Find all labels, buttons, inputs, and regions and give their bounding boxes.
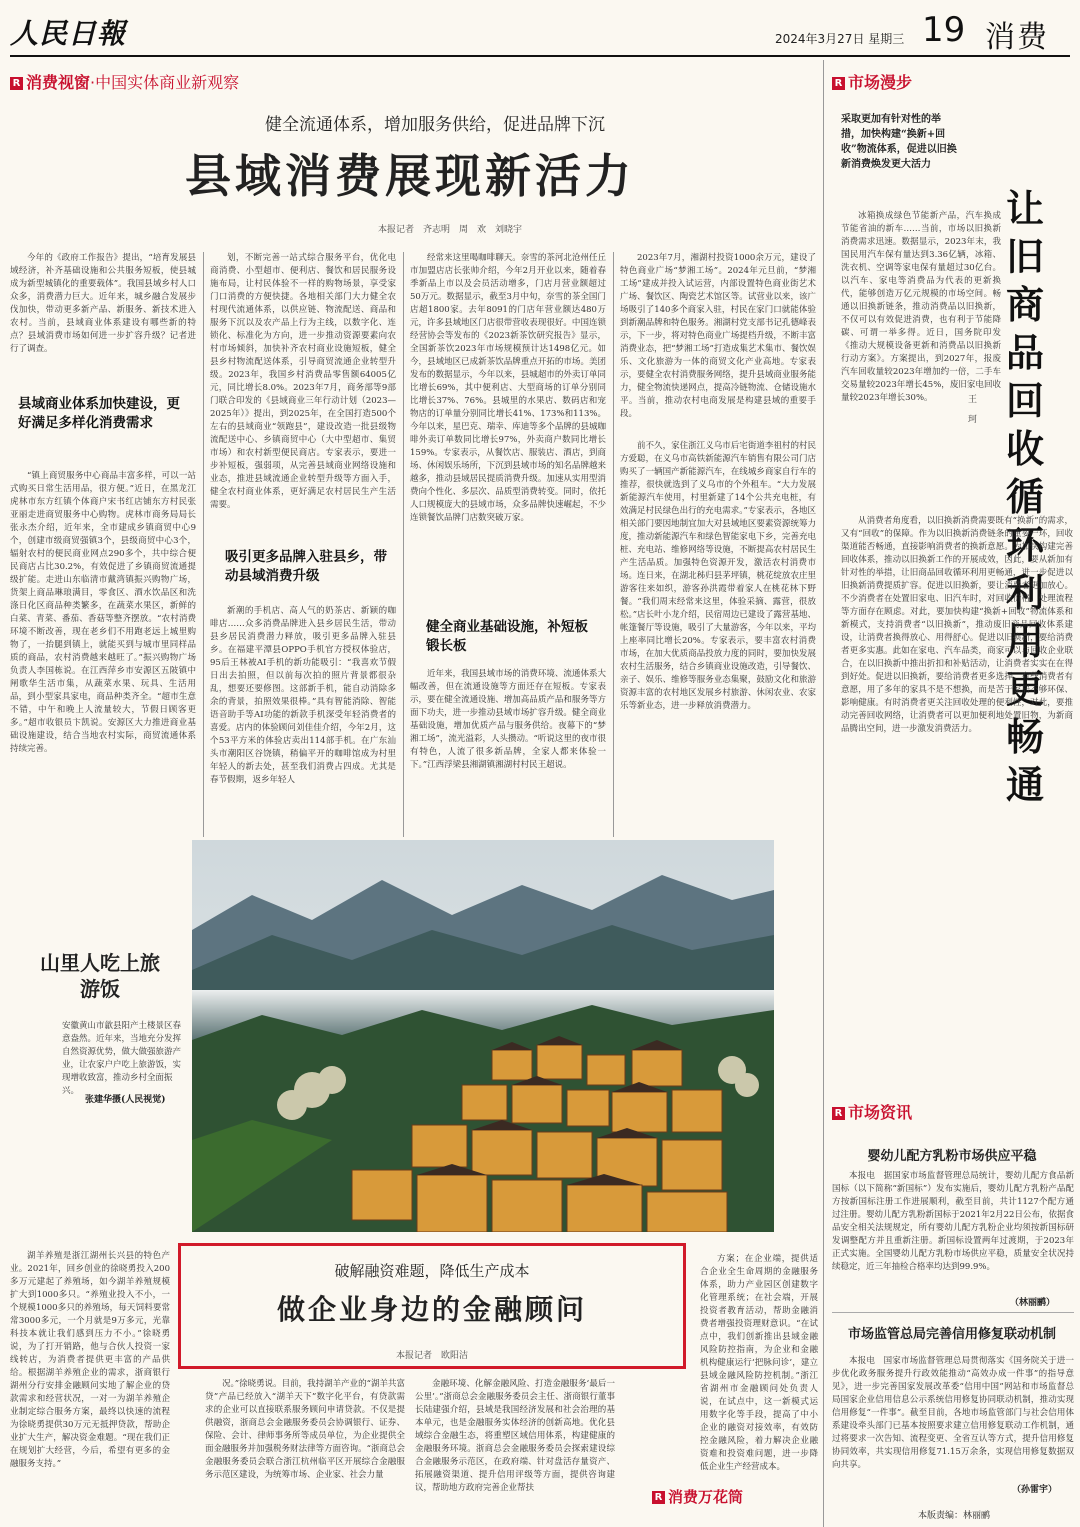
box-column-3: 金融环境、化解金融风险、打造金融服务‘最后一公里’。”浙商总会金融服务委员会主任、浙商银行董事长陆建强介绍，县域是我国经济发展和社会治理的基本单元，也是金融服务实体经济的创新高地。优化县域综合金融生态，将重塑区域信用体系，构建健康的金融服务环境。浙商总会金融服务委员会探索建设综合金融服务示范区，在政府端、针对盘活存量资产、拓展融资渠道、提升信用评级等方面，提供咨询建议，帮助地方政府完善企业帮扶 (415, 1379, 615, 1493)
village-mountain-image (192, 840, 774, 1232)
newspaper-logo: 人民日報 (10, 17, 127, 50)
lead-byline: 本报记者 齐志明 周 欢 刘晓宇 (377, 225, 522, 235)
column-label-prefix: 消费视窗 (26, 73, 91, 92)
masthead-rule (10, 55, 1070, 57)
news-1-credit: （林丽鹂） (1010, 1298, 1056, 1308)
news-2-credit: （孙雷宇） (1012, 1485, 1058, 1495)
r-logo-icon: R (832, 1107, 845, 1120)
lead-column-3a: 经常来这里喝咖啡聊天。奈雪的茶河北沧州任丘市加盟店店长张帅介绍，今年2月开业以来，随着春季新品上市以及会员活动增多，门店月营业额超过50万元。数据显示，截至3月中旬，奈雪的茶全国门店超1800家。去年8091的门店年营业额达480万元，许多县域地区门店很带营收表现很好。中国连锁经营协会等发布的《2023新茶饮研究报告》显示，全国新茶饮2023年市场规模预计达1498亿元。如今，县域地区已成新茶饮品牌重点开拓的市场。美团发布的数据显示，今年以来，县城超市的外卖订单同比增长69%，其中便利店、大型商场的订单分别同比增长37%、76%。县城里的水果店、数码店和宠物店的订单量分别同比增长41%、173%和113%。今年以来，星巴克、瑞幸、库迪等多个品牌的县城咖啡外卖订单数同比增长97%，外卖商户数同比增长159%。专家表示，从餐饮店、服装店、酒店，到商场、休闲娱乐场所，下沉到县域市场的知名品牌越来越多，推动县域居民提质消费升级。加速从实用型消费向个性化、多层次、品质型消费转变。同时，依托人口规模庞大的县域市场，众多品牌快速崛起，不少连锁餐饮品牌门店数突破万家。 (410, 253, 606, 523)
lead-subhead-2: 吸引更多品牌入驻县乡，带动县域消费升级 (225, 549, 387, 584)
column-divider (403, 252, 404, 837)
lead-subhead-1: 县域商业体系加快建设，更好满足多样化消费需求 (18, 396, 180, 431)
commentary-author: 王 珂 (968, 395, 978, 425)
box-column-2: 况。”徐晓勇说。目前，我持湖羊产业的“湖羊共富贷”产品已经放入“湖羊天下”数字化平台，有贷款需求的企业可以直接联系服务顾问申请贷款。不仅是提供融资，浙商总会金融服务委员会协调银行、证券、保险、会计、律师事务所等成员单位，为企业提供全面金融服务并加强税务财法律等方面咨询。“浙商总会金融服务委员会联合浙江杭州临平区开展综合金融服务示范区建设，为统筹市场、企业家、社会力量 (205, 1379, 405, 1480)
landscape-photo (192, 840, 774, 1232)
issue-date: 2024年3月27日 星期三 (775, 32, 905, 46)
lead-subhead-3: 健全商业基础设施，补短板锻长板 (426, 619, 588, 654)
column-label-title: ·中国实体商业新观察 (90, 73, 240, 92)
r-logo-icon: R (652, 1491, 665, 1504)
lead-column-2a: 划，不断完善一站式综合服务平台，优化电商消费、小型超市、便利店、餐饮和居民服务设施布局，让村民体验不一样的购物场景，享受家门口消费的方便快捷。各地相关部门大力健全农村现代流通体系，以供应链、物流配送、商品和服务下沉以及农产品上行为主线，以数字化、连锁化、标准化为方向，进一步推动资源要素向农村市场倾斜，加快补齐农村商业设施短板，健全县乡村物流配送体系，引导商贸流通企业转型升级。2023年，我国乡村消费品零售额64005亿元，同比增长8.0%。2023年7月，商务部等9部门联合印发的《县域商业三年行动计划（2023—2025年）》提出，到2025年，在全国打造500个左右的县域商业“领跑县”，建设改造一批县级物流配送中心、乡镇商贸中心（大中型超市、集贸市场）和农村新型便民商店。专家表示，要进一步补短板，强弱项，从完善县域商业网络设施和业态，推进县域流通企业转型升级等方面入手，健全农村商业体系，更好满足农村居民生产生活需要。 (210, 253, 396, 510)
column-label-right (832, 70, 912, 93)
lead-column-2b: 新潮的手机店、高人气的奶茶店、新颖的咖啡店……众多消费品牌进入县乡居民生活，带动县乡居民消费潜力释放，吸引更多品牌入驻县乡。在福建平潭县OPPO手机官方授权体验店，95后王林被AI手机的新功能吸引：“我喜欢节假日出去拍照，但以前每次拍的照片背景都很杂乱，想要还要修图。这部新手机，能自动消除多余的背景，拍照效果很棒。”具有智能消除、智能语音助手等AI功能的新款手机深受年轻消费者的喜爱。店内的体验顾问刘佳佳介绍，今年2月，这个53平方米的体验店卖出114部手机。在广东汕头市潮阳区谷饶镇，稍偏平开的咖啡馆成为村里年轻人的新去处，甚至我们消费占四成。尤其是春节假期，返乡年轻人 (210, 606, 396, 785)
column-label-left (10, 70, 239, 93)
lead-column-4a: 2023年7月，湘湖村投资1000余万元，建设了特色商业广场“梦湘工场”。2024年元旦前，“梦湘工场”建成并投入试运营，内部设置特色商业街艺术广场、餐饮区、陶瓷艺术馆区等。试营业以来，该广场吸引了140多个商家入驻，村民在家门口就能体验到新潮品牌和特色服务。湘湖村党支部书记孔德峰表示，下一步，将对特色商业广场提档升级，不断丰富消费业态，把“梦湘工场”打造成集艺术集市、餐饮娱乐、文化旅游为一体的商贸文化产业高地。专家表示，要健全农村消费服务网络，提升县域商业服务能力，健全物流快递网点，提高冷链物流、仓储设施水平。当前，推动农村电商发展是构建县域的重要手段。 (620, 253, 816, 419)
section-title: 消费 (985, 20, 1049, 55)
commentary-headline: 让旧商品回收循环利用更畅通 (1006, 186, 1045, 807)
photo-credit: 张建华摄(人民视觉) (85, 1095, 166, 1105)
page-editor: 本版责编：林丽鹂 (918, 1511, 991, 1521)
lead-intro: 今年的《政府工作报告》提出，“培育发展县域经济，补齐基础设施和公共服务短板，使县城成为新型城镇化的重要载体”。我国县域乡村人口众多，消费潜力巨大。近年来，城乡融合发展步伐加快，带动更多新产品、新服务、新技术进入农村。当前，县域商业体系建设有哪些新的特点？县域消费市场如何进一步扩容升级？记者进行了调查。 (10, 253, 196, 354)
featured-story-box (178, 1243, 686, 1369)
photo-title: 山里人吃上旅游饭 (40, 951, 160, 1001)
right-column-divider (823, 60, 824, 1527)
lead-column-1: “镇上商贸服务中心商品丰富多样，可以一站式购买日常生活用品，很方便。”近日，在黑龙江虎林市东方红镇个体商户宋书红店铺东方村民张亚丽走进商贸服务中心购物。虎林市商务局局长张永杰介绍，近年来，全市建成乡镇商贸中心9个，创建市级商贸强镇3个，县级商贸中心3个，辐射农村的便民商业网点290多个，共中综合便民商店占比30.2%，有效促进了乡镇商贸流通提级扩能。走进山东临清市戴湾镇振兴购物广场，货架上商品琳琅满目，零食区、酒水饮品区和洗涤日化区商品种类繁多，在蔬菜水果区，新鲜的白菜、青菜、番茄、香菇等整齐摆放。“农村消费环境不断改善，现在老乡们不用跑老远上城里购物了，一抬腿到镇上，就能买到与城市里同样品质的商品，农村消费越来越旺了。”振兴购物广场负责人李国栋说。在江西萍乡市安源区五陂镇中闸歌华生活市集，从蔬菜水果、玩具、生活用品，到小型家具家电，商品种类齐全。“超市生意不错，中午和晚上人流量较大，节假日顾客更多。”超市收银员卞凯说。安源区大力推进商业基础设施建设，结合当地农村实际，商贸流通体系持续完善。 (10, 471, 196, 754)
lead-kicker: 健全流通体系，增加服务供给，促进品牌下沉 (265, 115, 605, 135)
lead-column-3b: 近年来，我国县域市场的消费环境、流通体系大幅改善，但在流通设施等方面还存在短板。专家表示，要在健全流通设施、增加高品质产品和服务等方面下功夫，进一步推动县域市场扩容升级。健全商业基础设施，增加优质产品与服务供给。夜幕下的“梦湘工场”，流光溢彩，人头攒动。“听说这里的夜市很有特色，人流了很多新品牌，全家人都来体验一下。”江西浮梁县湘湖镇湘湖村村民王超说。 (410, 669, 606, 770)
column-label-right-text: 市场漫步 (848, 73, 913, 92)
box-byline: 本报记者 欧阳洁 (395, 1351, 468, 1361)
column-divider (613, 252, 614, 837)
box-column-4: 方案；在企业端，提供适合企业全生命周期的金融服务体系，助力产业园区创建数字化管理系统；在社会端，开展投资者教育活动，帮助金融消费者增强投资理财意识。“在试点中，我们创新推出县域金融风险防控指南，为企业和金融机构健康运行‘把脉问诊’，建立县域金融风险防控机制。”浙江省湖州市金融顾问处负责人说，在试点中，这一新模式运用数字化等手段，提高了中小企业的融资对接效率，有效防控金融风险，着力解决企业融资难和投资难问题，进一步降低企业生产经营成本。 (700, 1254, 818, 1472)
news-divider (832, 1312, 1074, 1313)
news-2-title: 市场监管总局完善信用修复联动机制 (847, 1327, 1056, 1342)
commentary-body-1: 冰箱换成绿色节能新产品，汽车换成节能省油的新车……当前，市场以旧换新消费需求迅速。数据显示，2023年末，我国民用汽车保有量达到3.36亿辆，冰箱、洗衣机、空调等家电保有量超过30亿台。以汽车、家电等消费品为代表的更新换代，能够创造万亿元规模的市场空间。畅通以旧换新链条，推动消费品以旧换新，不仅可以有效促进消费，也有利于节能降碳、可谓一举多得。近日，国务院印发《推动大规模设备更新和消费品以旧换新行动方案》。方案提出，到2027年，报废汽车回收量较2023年增加约一倍，二手车交易量较2023年增长45%，废旧家电回收量较2023年增长30%。 (841, 211, 1001, 403)
lead-headline: 县域消费展现新活力 (185, 149, 635, 203)
masthead (0, 0, 1080, 56)
r-logo-icon: R (832, 77, 845, 90)
commentary-lede: 采取更加有针对性的举措，加快构建“换新+回收”物流体系，促进以旧换新消费焕发更大活力 (841, 114, 957, 170)
market-news-label (832, 1100, 912, 1123)
page-number: 19 (922, 10, 966, 50)
box-kicker: 破解融资难题，降低生产成本 (334, 1262, 530, 1280)
r-logo-icon: R (10, 77, 23, 90)
column-divider (203, 252, 204, 837)
box-column-1: 湖羊养殖是浙江湖州长兴县的特色产业。2021年，回乡创业的徐晓勇投入200多万元建起了养殖场，如今湖羊养殖规模扩大到1000多只。“养殖业投入不小，一个规模1000多只的养殖场，每天饲料要常常3000多元，一个月就是9万多元，光靠科技本就让我们感到压力不小。”徐晓勇说，为了打开销路，他与合伙人投资一家线转店，为消费者提供更丰富的产品供给。根据湖羊养殖企业的需求，浙商银行湖州分行安排金融顾问实地了解企业的贷款需求和经营状况，一对一为湖羊养殖企业制定综合服务方案，最终以快速的流程为徐晓勇提供30万元无抵押贷款，帮助企业扩大生产，解决资金难题。“现在我们正在规划扩大经营，今后，希望有更多的金融服务支持。” (10, 1251, 170, 1469)
commentary-body-2: 从消费者角度看，以旧换新消费需要既有“换新”的需求，又有“回收”的保障。作为以旧换新消费链条的重要一环，回收渠道能否畅通，直接影响消费者的换新意愿。为加快构建完善回收体系，推动以旧换新工作的开展成效，因此，要从新加有针对性的举措，让旧商品回收循环利用更畅通，进一步促进以旧换新消费提质扩容。促进以旧换新，要让消费者更加放心。不少消费者在处置旧家电、旧汽车时，对回收价格、处理流程等方面存在顾虑。对此，要加快构建“换新+回收”物流体系和新模式，支持消费者“以旧换新”，推动废旧商品回收体系建设，让消费者换得放心、用得舒心。促进以旧换新，要给消费者更多实惠。此如在家电、汽车品类，商家可以与回收企业联合，在以旧换新中推出折扣和补贴活动，让消费者实实在在得到好处。促进以旧换新，要给消费者更多选择。有些消费者有意愿，用了多年的家具不是不想换，而是苦于家居不够环保、影响健康。有时消费者更关注回收处理的便利性，对此，要推动完善回收网络，让消费者可以更加便利地处置旧物，为新商品腾出空间，进一步激发消费活力。 (841, 516, 1073, 734)
lead-column-4b: 前不久，家住浙江义乌市后宅街道李祖村的村民方爱聪，在义乌市高铁新能源汽车销售有限公司门店购买了一辆国产新能源汽车，在线城乡商家自行车的推荐，很快就选到了义乌市的个外租车。“大力发展新能源汽车使用，村里新建了14个公共充电桩，有效满足村民绿色出行的充电需求。”专家表示，各地区相关部门要因地制宜加大对县域地区要素资源统筹力度，推动新能源汽车和绿色智能家电下乡，完善充电桩、充电站、维修网络等设施，不断提高农村居民生产生活品质。加强特色资源开发，激活农村消费市场。连日来，在湖北秭归县茅坪镇，桃花绽放农庄里游客往来如织，游客孙洪霞带着家人在桃花林下野餐。“我们周末经常来这里，体验采摘、露营，很放松。”店长叶小龙介绍，民宿周边已建设了露营基地、帐篷餐厅等设施，吸引了大量游客，今年以来，平均上座率同比增长20%。专家表示，要丰富农村消费市场，在加大优质商品投放力度的同时，要加快发展农村生活服务，结合乡镇商业设施改造，引导餐饮、亲子、娱乐、维修等服务业态集聚，鼓励文化和旅游资源丰富的农村地区发展乡村旅游、休闲农业、农家乐等新业态，进一步释放消费潜力。 (620, 441, 816, 711)
box-headline: 做企业身边的金融顾问 (276, 1293, 587, 1326)
market-news-label-text: 市场资讯 (848, 1103, 913, 1122)
bottom-column-label-text: 消费万花筒 (668, 1488, 744, 1506)
news-1-body: 本报电 据国家市场监督管理总局统计，婴幼儿配方食品新国标（以下简称“新国标”）发布实施后，婴幼儿配方乳粉产品配方按新国标注册工作进展顺利，截至目前，共计1127个配方通过注册。婴幼儿配方乳粉新国标于2021年2月22日公布，依据食品安全相关法规规定，所有婴幼儿配方乳粉企业均须按新国标研发调整配方并且重新注册。新国标设置两年过渡期，于2023年正式实施。全国婴幼儿配方乳粉市场供应平稳，质量安全状况持续稳定，近三年抽检合格率均达到99.9%。 (832, 1171, 1074, 1272)
bottom-column-label (652, 1486, 743, 1507)
photo-caption: 安徽黄山市歙县阳产土楼景区春意盎然。近年来，当地充分发挥自然资源优势，做大做强旅游产业，让农家户户吃上旅游饭，实现增收致富，推动乡村全面振兴。 (62, 1021, 182, 1096)
news-2-body: 本报电 国家市场监督管理总局贯彻落实《国务院关于进一步优化政务服务提升行政效能推动“高效办成一件事”的指导意见》，进一步完善国家发展改革委“信用中国”网站和市场监督总局国家企业信用信息公示系统信用修复协同联动机制，推动实现信用修复“一件事”。截至目前，各地市场监管部门与社会信用体系建设牵头部门已基本按照要求建立信用修复联动工作机制，通过将要求一次告知、流程变更、全省互认等方式，提升信用修复协同效率，共实现信用修复71.15万余条，实现信用修复数据双向共享。 (832, 1356, 1074, 1470)
news-1-title: 婴幼儿配方乳粉市场供应平稳 (867, 1149, 1037, 1164)
